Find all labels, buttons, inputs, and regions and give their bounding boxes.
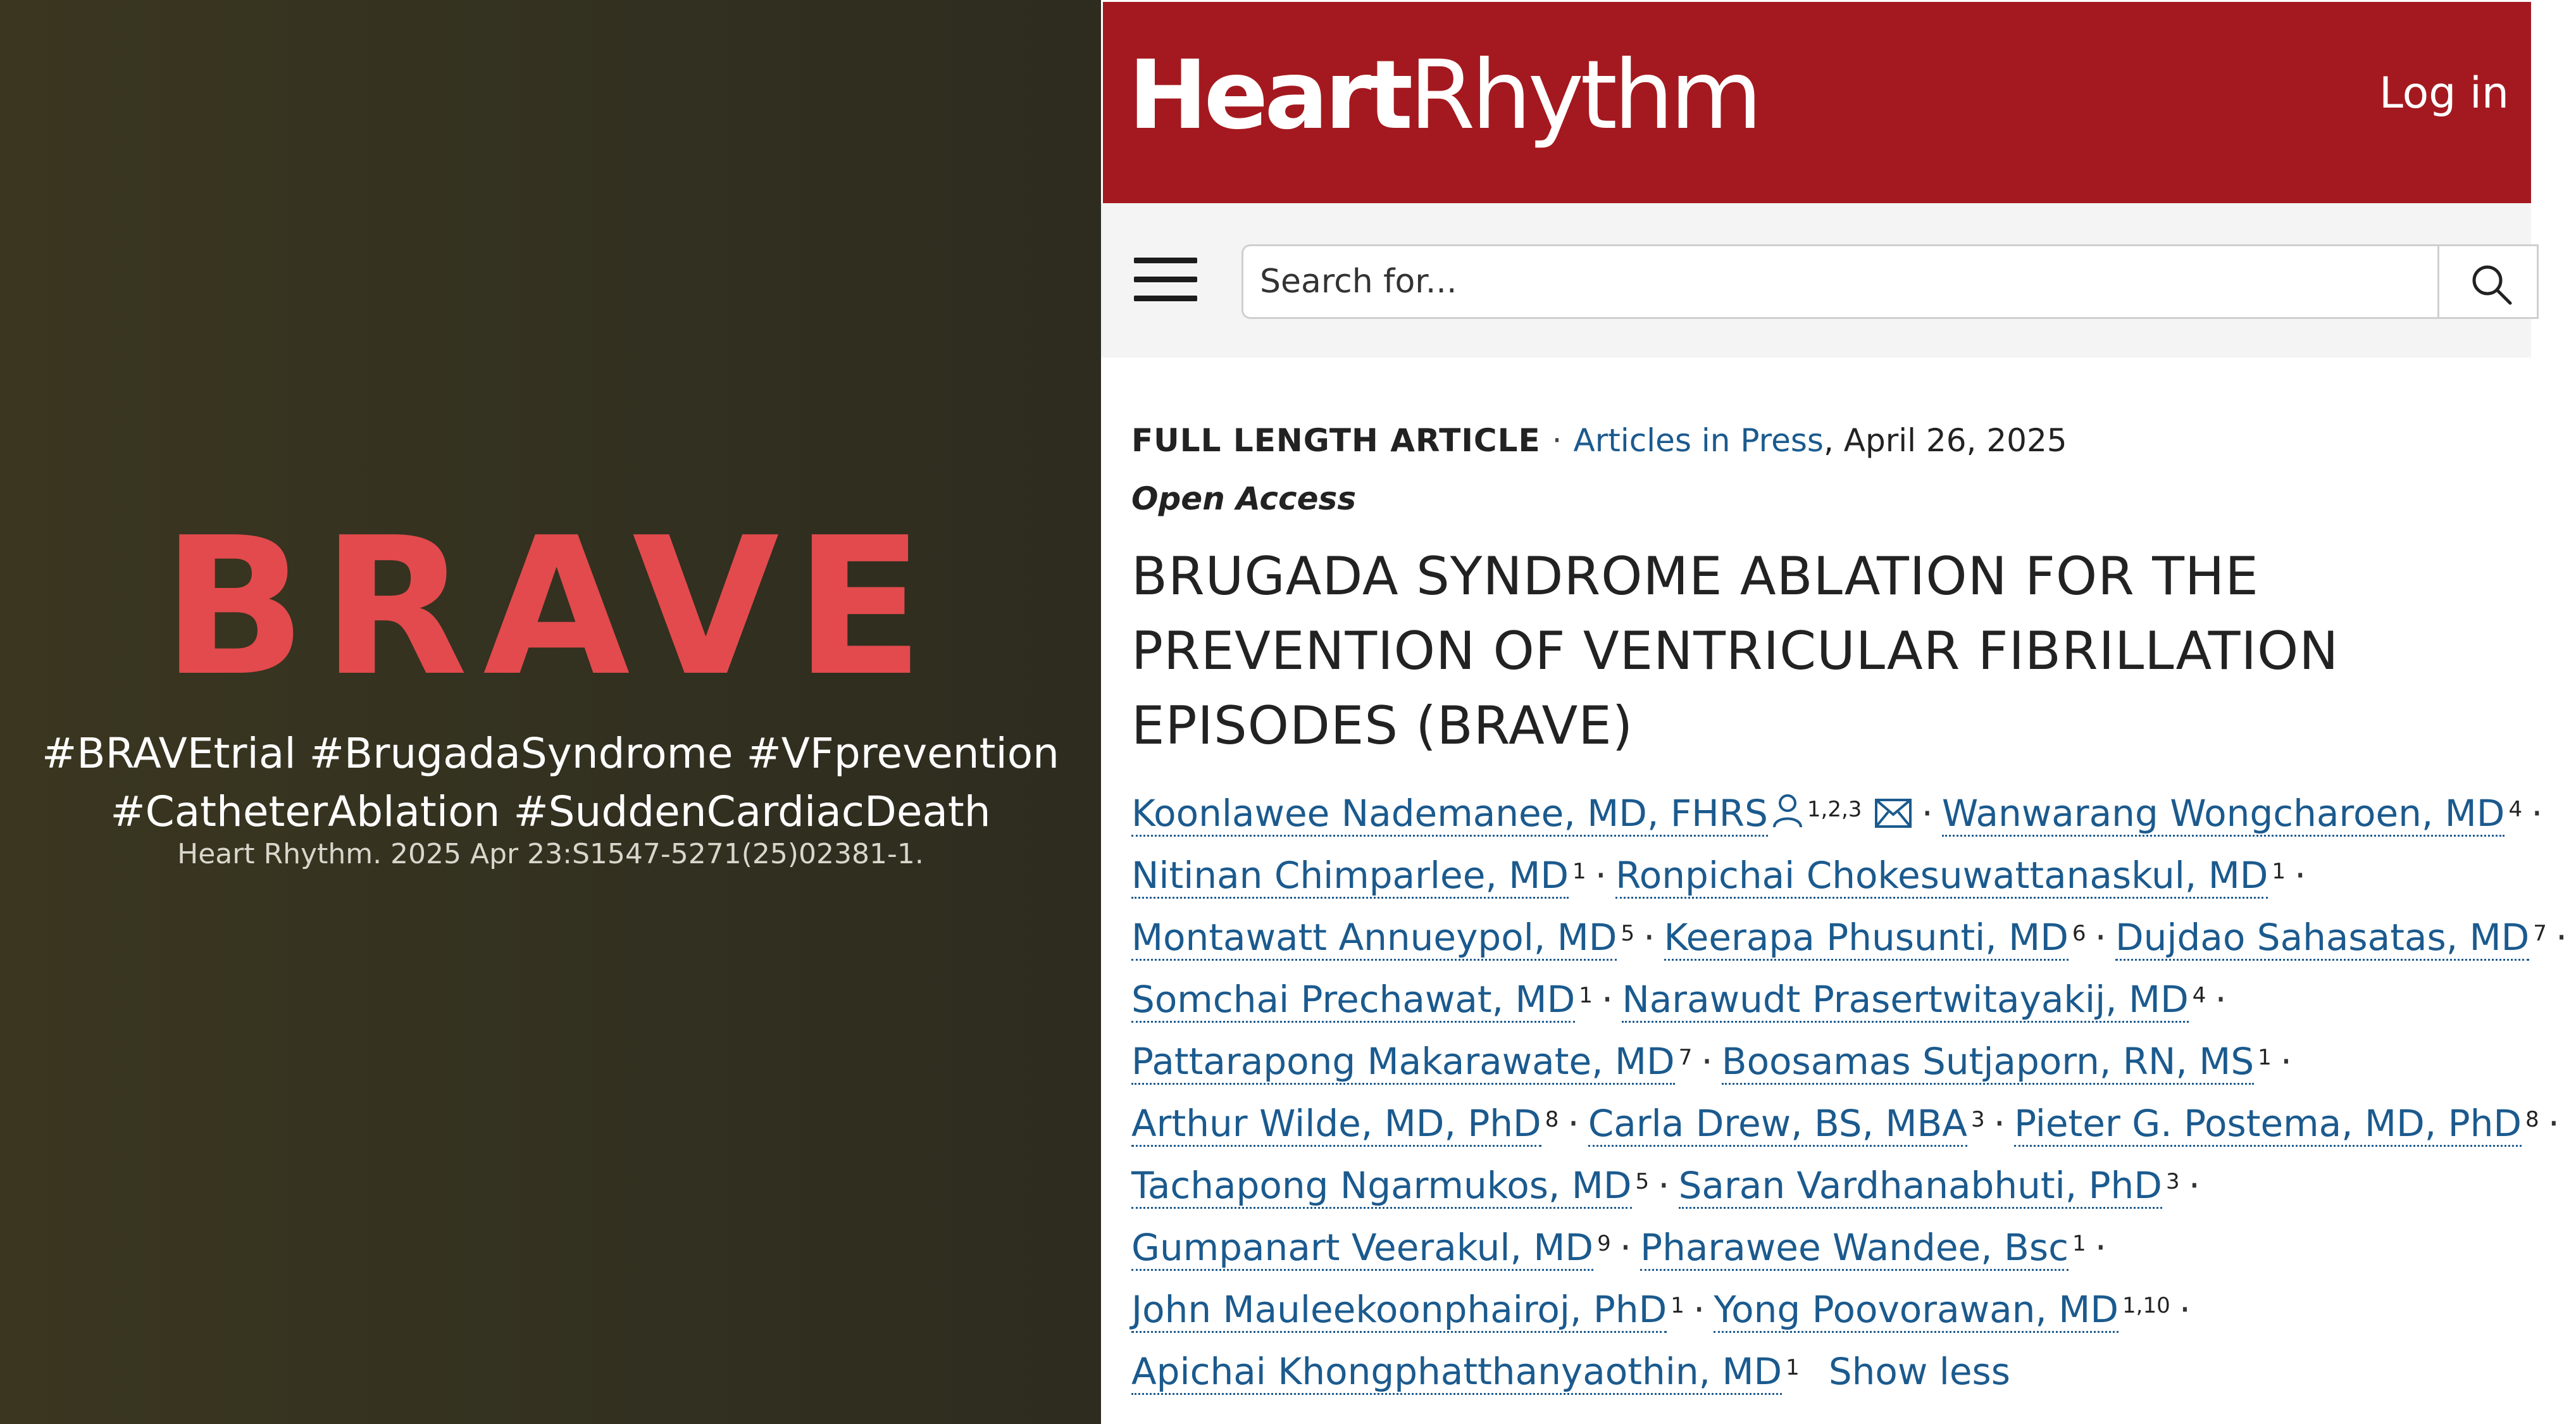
author-link[interactable]: Montawatt Annueypol, MD	[1131, 916, 1617, 961]
separator-dot: ·	[2280, 1040, 2293, 1083]
separator-dot: ·	[2094, 916, 2106, 959]
promo-title: BRAVE	[161, 497, 940, 718]
author-line	[1131, 906, 2568, 968]
author-link[interactable]: Tachapong Ngarmukos, MD	[1131, 1164, 1632, 1209]
separator-dot: ·	[2094, 1226, 2107, 1269]
promo-hashtags	[0, 725, 1101, 841]
articles-in-press-link[interactable]: Articles in Press	[1573, 422, 1824, 459]
author-link[interactable]: Arthur Wilde, MD, PhD	[1131, 1102, 1541, 1147]
separator-dot: ·	[1619, 1226, 1632, 1269]
hashtags-line-1: #BRAVEtrial #BrugadaSyndrome #VFprevention	[41, 729, 1059, 778]
article-date: , April 26, 2025	[1823, 422, 2067, 459]
author-line	[1131, 1340, 2511, 1402]
logo-heart-text: Heart	[1128, 41, 1410, 151]
article-meta	[1131, 418, 2511, 463]
author-line	[1131, 844, 2511, 906]
search-bar	[1101, 203, 2531, 358]
logo-rhythm-text: Rhythm	[1409, 41, 1759, 151]
affiliation-sup: 5	[1635, 1169, 1650, 1194]
affiliation-sup: 1	[1786, 1355, 1800, 1380]
author-link[interactable]: Saran Vardhanabhuti, PhD	[1679, 1164, 2162, 1209]
search-button[interactable]	[2437, 244, 2539, 319]
envelope-icon[interactable]	[1874, 785, 1912, 847]
author-link[interactable]: Keerapa Phusunti, MD	[1664, 916, 2069, 961]
show-less-button[interactable]: Show less	[1828, 1350, 2010, 1393]
author-line	[1131, 1278, 2511, 1340]
promo-citation: Heart Rhythm. 2025 Apr 23:S1547-5271(25)02381-1.	[177, 838, 924, 870]
affiliation-sup: 3	[2165, 1169, 2180, 1194]
affiliation-sup: 5	[1621, 921, 1635, 946]
author-link[interactable]: Nitinan Chimparlee, MD	[1131, 854, 1569, 899]
affiliation-sup: 6	[2072, 921, 2086, 946]
affiliation-sup: 8	[2525, 1107, 2539, 1132]
author-link[interactable]: Ronpichai Chokesuwattanaskul, MD	[1615, 854, 2268, 899]
author-link[interactable]: Wanwarang Wongcharoen, MD	[1942, 792, 2505, 837]
author-line	[1131, 1154, 2511, 1216]
author-line	[1131, 968, 2511, 1030]
separator-dot: ·	[1693, 1288, 1705, 1331]
author-list	[1131, 782, 2568, 1402]
author-line	[1131, 782, 2543, 844]
author-link[interactable]: Gumpanart Veerakul, MD	[1131, 1226, 1593, 1271]
separator-dot: ·	[1567, 1102, 1579, 1145]
hamburger-menu-icon[interactable]	[1134, 254, 1197, 304]
author-link[interactable]: Somchai Prechawat, MD	[1131, 978, 1575, 1023]
author-link[interactable]: Pharawee Wandee, Bsc	[1640, 1226, 2069, 1271]
affiliation-sup: 1	[2072, 1231, 2086, 1256]
author-link[interactable]: Carla Drew, BS, MBA	[1588, 1102, 1967, 1147]
author-link[interactable]: Pattarapong Makarawate, MD	[1131, 1040, 1675, 1085]
separator-dot: ·	[1552, 422, 1562, 459]
article-title: BRUGADA SYNDROME ABLATION FOR THE PREVENTION OF VENTRICULAR FIBRILLATION EPISODES (BRAVE)	[1131, 546, 2339, 756]
journal-header	[1103, 2, 2531, 203]
author-link[interactable]: Apichai Khongphatthanyaothin, MD	[1131, 1350, 1782, 1395]
separator-dot: ·	[1595, 854, 1607, 897]
separator-dot: ·	[2215, 978, 2227, 1021]
affiliation-sup: 9	[1597, 1231, 1611, 1256]
author-link[interactable]: Yong Poovorawan, MD	[1714, 1288, 2119, 1333]
separator-dot: ·	[2188, 1164, 2201, 1207]
journal-logo[interactable]	[1128, 39, 1758, 153]
affiliation-sup: 1	[1572, 859, 1586, 884]
affiliation-sup: 1	[2272, 859, 2286, 884]
author-link[interactable]: Boosamas Sutjaporn, RN, MS	[1722, 1040, 2254, 1085]
hashtags-line-2: #CatheterAblation #SuddenCardiacDeath	[110, 787, 991, 836]
affiliation-sup: 1	[1671, 1293, 1684, 1318]
search-input[interactable]	[1241, 244, 2437, 319]
author-link[interactable]: Dujdao Sahasatas, MD	[2115, 916, 2529, 961]
author-link[interactable]: Koonlawee Nademanee, MD, FHRS	[1131, 792, 1768, 837]
login-link[interactable]: Log in	[2379, 68, 2509, 118]
affiliation-sup: 1	[1579, 983, 1593, 1008]
author-line	[1131, 1092, 2560, 1154]
affiliation-sup: 1	[2258, 1045, 2272, 1070]
affiliation-sup: 1,2,3	[1807, 797, 1862, 822]
magnifier-icon	[2470, 263, 2513, 306]
affiliation-sup: 7	[2533, 921, 2547, 946]
affiliation-sup: 3	[1970, 1107, 1985, 1132]
separator-dot: ·	[2555, 916, 2568, 959]
author-line	[1131, 1030, 2511, 1092]
affiliation-sup: 8	[1545, 1107, 1559, 1132]
separator-dot: ·	[1921, 792, 1933, 835]
author-link[interactable]: John Mauleekoonphairoj, PhD	[1131, 1288, 1667, 1333]
article-header	[1131, 418, 2568, 1402]
separator-dot: ·	[1601, 978, 1614, 1021]
author-link[interactable]: Pieter G. Postema, MD, PhD	[2014, 1102, 2522, 1147]
affiliation-sup: 4	[2192, 983, 2206, 1008]
separator-dot: ·	[1643, 916, 1655, 959]
affiliation-sup: 1,10	[2122, 1293, 2170, 1318]
author-line	[1131, 1216, 2511, 1278]
affiliation-sup: 4	[2508, 797, 2523, 822]
separator-dot: ·	[2531, 792, 2543, 835]
open-access-label: Open Access	[1131, 480, 1357, 517]
separator-dot: ·	[1993, 1102, 2006, 1145]
author-link[interactable]: Narawudt Prasertwitayakij, MD	[1622, 978, 2188, 1023]
separator-dot: ·	[2179, 1288, 2191, 1331]
person-icon[interactable]	[1772, 785, 1803, 847]
journal-page	[1101, 0, 2568, 1424]
separator-dot: ·	[2548, 1102, 2560, 1145]
article-type: FULL LENGTH ARTICLE	[1131, 422, 1541, 459]
separator-dot: ·	[1701, 1040, 1713, 1083]
separator-dot: ·	[2294, 854, 2306, 897]
separator-dot: ·	[1658, 1164, 1670, 1207]
affiliation-sup: 7	[1678, 1045, 1693, 1070]
promo-panel	[0, 0, 1101, 1424]
